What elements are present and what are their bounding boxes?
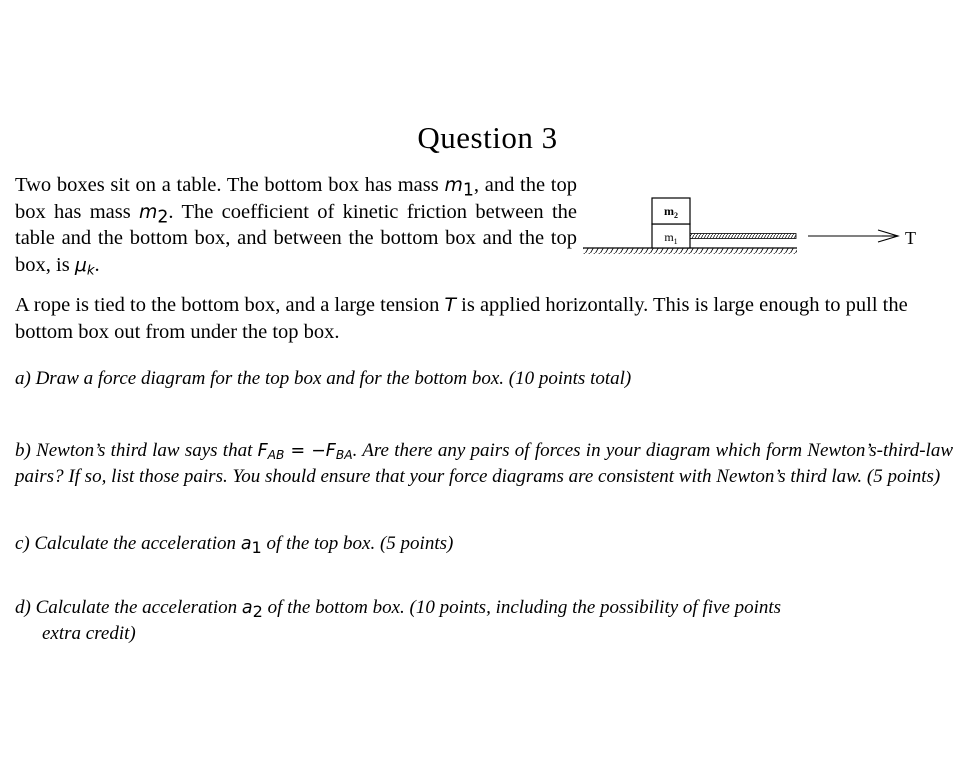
part-b: b) Newton’s third law says that $F_{AB} = -F_{BA}$. Are there any pairs of forces in your diagram which form Newton’s-third-law pairs? If so, list those pairs. You should ensure that your force diagrams are consistent with Newton’s third law. (5 points)	[15, 440, 953, 487]
tension-symbol: T	[444, 294, 457, 316]
top-box-m2	[652, 198, 690, 224]
force-ab-symbol: $F_{AB}$	[257, 441, 285, 463]
force-ba-symbol: $F_{BA}$	[325, 441, 353, 463]
intro-paragraph: Two boxes sit on a table. The bottom box has mass $m_1$, and the top box has mass $m_2$. The coefficient of kinetic friction between the table and the bottom box, and between the bottom box and the top box, is $\mu_k$.	[15, 174, 577, 278]
part-a: a) Draw a force diagram for the top box and for the bottom box. (10 points total)	[15, 368, 632, 389]
rope	[690, 234, 796, 239]
mass-m1-symbol: $m_1$	[444, 174, 474, 201]
acceleration-a1-symbol: $a_1$	[240, 534, 262, 558]
part-d: d) Calculate the acceleration $a_2$ of the bottom box. (10 points, including the possibility of five points extra credit)	[15, 595, 953, 647]
part-d-line-2: extra credit)	[42, 623, 136, 644]
rope-paragraph: A rope is tied to the bottom box, and a large tension T is applied horizontally. This is large enough to pull the bottom box out from under the top box.	[15, 294, 908, 343]
intro-text-1: Two boxes sit on a table. The bottom box has mass	[15, 174, 445, 196]
tension-arrow	[808, 230, 898, 242]
part-c: c) Calculate the acceleration $a_1$ of the top box. (5 points)	[15, 533, 454, 558]
tension-label: T	[905, 228, 916, 248]
svg-text:m2: $m_2$	[664, 204, 678, 220]
question-title: Question 3	[417, 120, 558, 155]
svg-text:m1: $m_1$	[664, 230, 678, 246]
intro-text-3: . The coefficient of kinetic friction between the table and the bottom box, and between the bottom box and the top box, is	[15, 200, 577, 276]
boxes-on-table-diagram	[580, 190, 925, 265]
friction-coefficient-symbol: $\mu_k$	[74, 253, 95, 278]
acceleration-a2-symbol: $a_2$	[241, 598, 263, 622]
table-surface	[583, 248, 797, 254]
mass-m2-symbol: $m_2$	[139, 200, 169, 227]
bottom-box-m1	[652, 224, 690, 248]
intro-text-2: , and the top box has mass	[15, 174, 577, 223]
